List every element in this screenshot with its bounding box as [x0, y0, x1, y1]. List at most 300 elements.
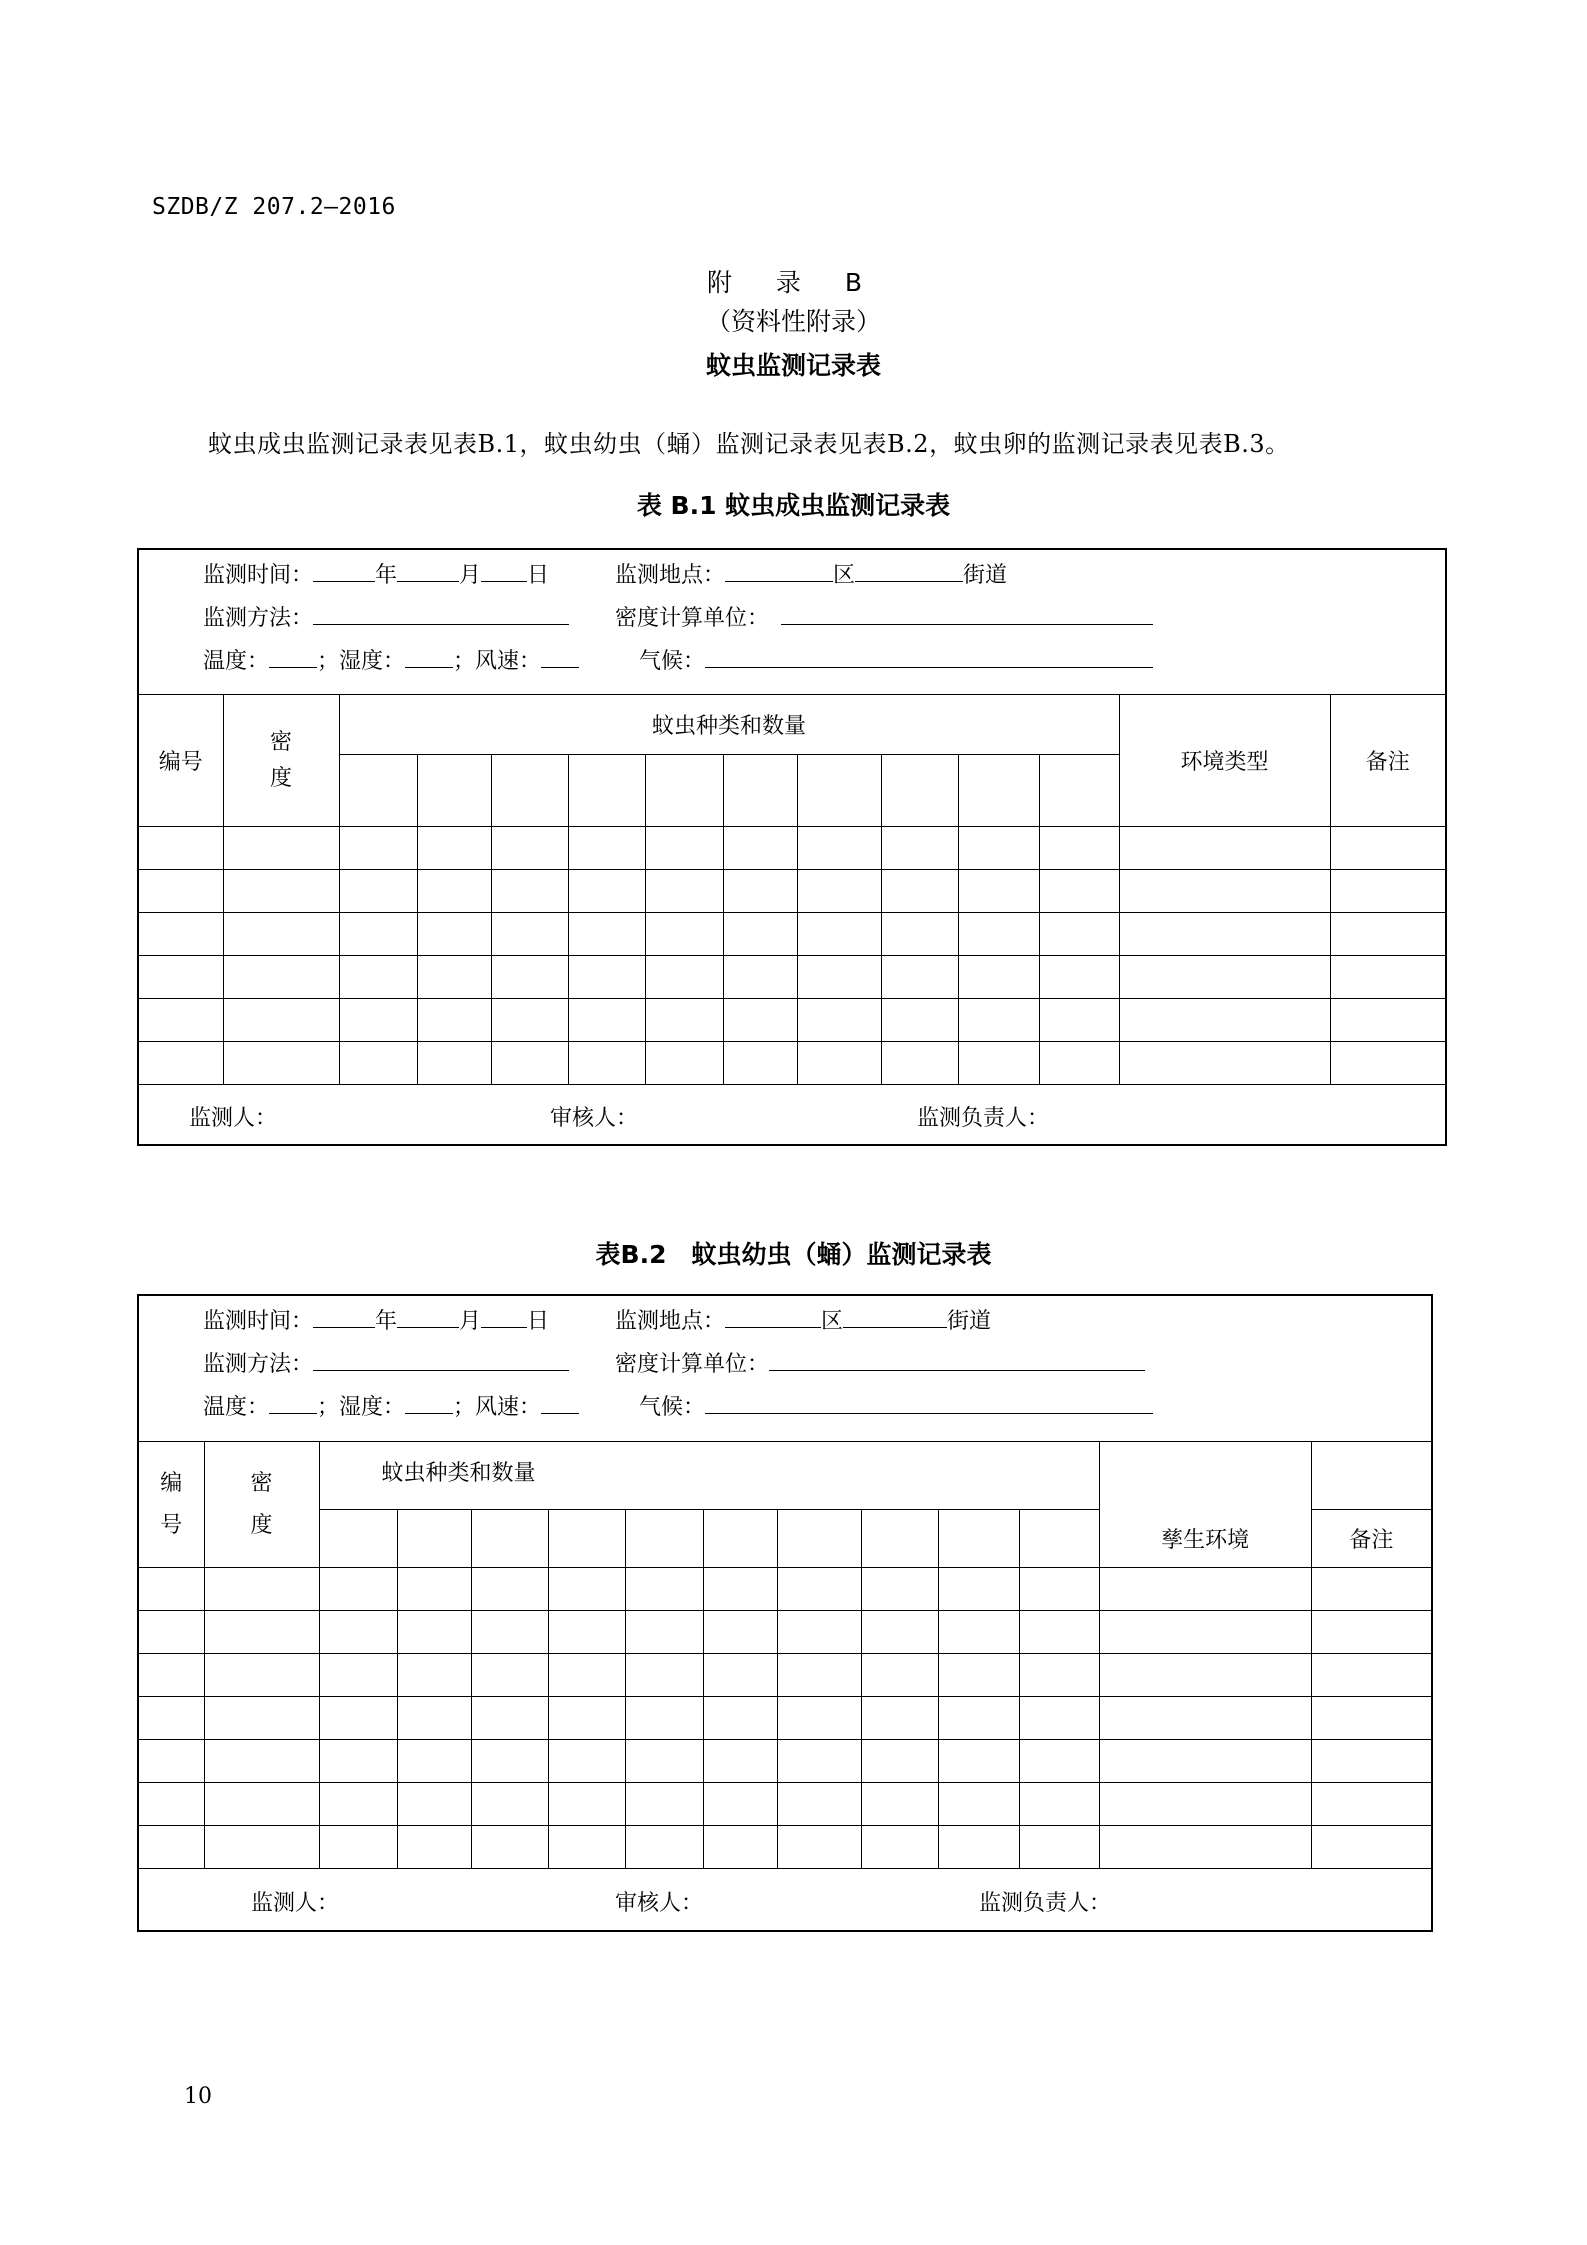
data-cell[interactable] — [397, 1654, 471, 1697]
location-label: 监测地点： — [615, 1309, 726, 1334]
street-field[interactable] — [843, 1307, 947, 1328]
monitor-label: 监测人： — [251, 1891, 340, 1916]
header-remark: 备注 — [1311, 1510, 1431, 1568]
page-number: 10 — [184, 2084, 212, 2109]
document-code: SZDB/Z 207.2—2016 — [152, 194, 396, 220]
species-cell[interactable] — [568, 755, 645, 827]
table-row — [139, 1568, 1431, 1611]
data-cell[interactable] — [204, 1783, 319, 1826]
data-cell[interactable] — [1330, 870, 1445, 913]
table2-weather-row — [203, 1390, 579, 1421]
data-cell[interactable] — [204, 1826, 319, 1869]
data-cell[interactable] — [645, 956, 723, 999]
reviewer-label: 审核人： — [615, 1891, 704, 1916]
data-cell[interactable] — [703, 1783, 777, 1826]
data-cell[interactable] — [1311, 1568, 1431, 1611]
supervisor-label: 监测负责人： — [917, 1106, 1050, 1131]
data-cell[interactable] — [861, 1740, 938, 1783]
data-cell[interactable] — [339, 1042, 417, 1085]
header-no-part2: 号 — [160, 1512, 183, 1538]
species-cell[interactable] — [319, 1510, 397, 1568]
district-label: 区 — [833, 563, 856, 588]
header-density-part2: 度 — [250, 1512, 273, 1538]
data-cell[interactable] — [471, 1826, 548, 1869]
data-cell[interactable] — [958, 870, 1039, 913]
data-cell[interactable] — [777, 1568, 861, 1611]
data-cell[interactable] — [1019, 1611, 1099, 1654]
table2-location — [615, 1304, 991, 1335]
data-cell[interactable] — [703, 1654, 777, 1697]
temp-field[interactable] — [269, 647, 317, 668]
species-cell[interactable] — [471, 1510, 548, 1568]
data-cell[interactable] — [139, 913, 223, 956]
data-cell[interactable] — [703, 1697, 777, 1740]
data-cell[interactable] — [861, 1611, 938, 1654]
supervisor-label: 监测负责人： — [979, 1891, 1112, 1916]
data-cell[interactable] — [1039, 999, 1119, 1042]
header-remark-top — [1311, 1442, 1431, 1510]
data-cell[interactable] — [204, 1568, 319, 1611]
table2-caption: 表B.2 蚊虫幼虫（蛹）监测记录表 — [595, 1240, 992, 1269]
data-cell[interactable] — [861, 1826, 938, 1869]
humidity-field[interactable] — [405, 647, 453, 668]
data-cell[interactable] — [938, 1826, 1019, 1869]
data-cell[interactable] — [223, 870, 339, 913]
data-cell[interactable] — [1330, 1042, 1445, 1085]
climate-label: 气候： — [639, 649, 706, 674]
year-field[interactable] — [313, 561, 375, 582]
data-cell[interactable] — [204, 1740, 319, 1783]
data-cell[interactable] — [777, 1783, 861, 1826]
data-cell[interactable] — [397, 1611, 471, 1654]
data-cell[interactable] — [339, 913, 417, 956]
data-cell[interactable] — [881, 913, 958, 956]
wind-field[interactable] — [541, 647, 579, 668]
species-cell[interactable] — [881, 755, 958, 827]
data-cell[interactable] — [777, 1697, 861, 1740]
data-cell[interactable] — [139, 1568, 204, 1611]
data-cell[interactable] — [1019, 1826, 1099, 1869]
data-cell[interactable] — [1119, 1042, 1330, 1085]
density-unit-field[interactable] — [769, 1350, 1145, 1371]
data-cell[interactable] — [1330, 913, 1445, 956]
species-cell[interactable] — [777, 1510, 861, 1568]
year-label: 年 — [375, 563, 398, 588]
data-cell[interactable] — [397, 1783, 471, 1826]
data-cell[interactable] — [319, 1654, 397, 1697]
data-cell[interactable] — [139, 827, 223, 870]
data-cell[interactable] — [1099, 1654, 1311, 1697]
data-cell[interactable] — [319, 1568, 397, 1611]
data-cell[interactable] — [703, 1611, 777, 1654]
data-cell[interactable] — [625, 1611, 703, 1654]
data-cell[interactable] — [645, 827, 723, 870]
location-label: 监测地点： — [615, 563, 726, 588]
data-cell[interactable] — [339, 870, 417, 913]
data-cell[interactable] — [223, 956, 339, 999]
wind-field[interactable] — [541, 1393, 579, 1414]
data-cell[interactable] — [139, 1697, 204, 1740]
data-cell[interactable] — [548, 1568, 625, 1611]
data-cell[interactable] — [625, 1654, 703, 1697]
table-row — [139, 1783, 1431, 1826]
header-environment: 环境类型 — [1119, 695, 1330, 827]
data-cell[interactable] — [1039, 827, 1119, 870]
data-cell[interactable] — [491, 870, 568, 913]
data-cell[interactable] — [568, 827, 645, 870]
data-cell[interactable] — [1119, 827, 1330, 870]
header-density: 密度 — [223, 695, 339, 827]
month-field[interactable] — [397, 1307, 459, 1328]
species-cell[interactable] — [548, 1510, 625, 1568]
data-cell[interactable] — [777, 1740, 861, 1783]
data-cell[interactable] — [471, 1740, 548, 1783]
data-cell[interactable] — [1119, 870, 1330, 913]
table1-weather-row — [203, 644, 579, 675]
data-cell[interactable] — [471, 1697, 548, 1740]
data-cell[interactable] — [471, 1611, 548, 1654]
method-field[interactable] — [313, 1350, 569, 1371]
monitor-label: 监测人： — [189, 1106, 278, 1131]
street-field[interactable] — [855, 561, 963, 582]
climate-field[interactable] — [705, 1393, 1153, 1414]
appendix-type: （资料性附录） — [705, 307, 881, 336]
data-cell[interactable] — [777, 1826, 861, 1869]
density-unit-label: 密度计算单位： — [615, 1352, 770, 1377]
data-cell[interactable] — [417, 913, 491, 956]
header-no-part1: 编 — [160, 1470, 183, 1496]
data-cell[interactable] — [938, 1568, 1019, 1611]
species-cell[interactable] — [861, 1510, 938, 1568]
data-cell[interactable] — [938, 1740, 1019, 1783]
data-cell[interactable] — [625, 1783, 703, 1826]
data-cell[interactable] — [417, 827, 491, 870]
data-cell[interactable] — [397, 1697, 471, 1740]
day-field[interactable] — [481, 1307, 527, 1328]
data-cell[interactable] — [568, 870, 645, 913]
data-cell[interactable] — [568, 956, 645, 999]
temp-field[interactable] — [269, 1393, 317, 1414]
data-cell[interactable] — [339, 827, 417, 870]
data-cell[interactable] — [625, 1826, 703, 1869]
data-cell[interactable] — [1099, 1783, 1311, 1826]
method-label: 监测方法： — [203, 1352, 314, 1377]
species-cell[interactable] — [645, 755, 723, 827]
data-cell[interactable] — [223, 827, 339, 870]
data-cell[interactable] — [1019, 1654, 1099, 1697]
data-cell[interactable] — [1039, 913, 1119, 956]
district-label: 区 — [821, 1309, 844, 1334]
data-cell[interactable] — [723, 999, 797, 1042]
data-cell[interactable] — [491, 999, 568, 1042]
data-cell[interactable] — [645, 999, 723, 1042]
species-cell[interactable] — [1039, 755, 1119, 827]
data-cell[interactable] — [139, 1740, 204, 1783]
header-environment: 孳生环境 — [1099, 1510, 1311, 1568]
data-cell[interactable] — [491, 1042, 568, 1085]
data-cell[interactable] — [1019, 1783, 1099, 1826]
data-cell[interactable] — [1099, 1826, 1311, 1869]
data-cell[interactable] — [1330, 956, 1445, 999]
data-cell[interactable] — [958, 1042, 1039, 1085]
data-cell[interactable] — [881, 827, 958, 870]
year-field[interactable] — [313, 1307, 375, 1328]
data-cell[interactable] — [548, 1654, 625, 1697]
intro-paragraph: 蚊虫成虫监测记录表见表B.1，蚊虫幼虫（蛹）监测记录表见表B.2，蚊虫卵的监测记录表见表B.3。 — [208, 430, 1290, 458]
temp-label: 温度： — [203, 649, 270, 674]
data-cell[interactable] — [204, 1697, 319, 1740]
table2-density-unit — [615, 1347, 1145, 1378]
data-cell[interactable] — [723, 956, 797, 999]
district-field[interactable] — [725, 1307, 821, 1328]
data-cell[interactable] — [568, 999, 645, 1042]
table-row — [139, 827, 1445, 870]
climate-label: 气候： — [639, 1395, 706, 1420]
data-cell[interactable] — [797, 870, 881, 913]
data-cell[interactable] — [881, 870, 958, 913]
data-cell[interactable] — [139, 1611, 204, 1654]
table-row — [139, 1654, 1431, 1697]
data-cell[interactable] — [568, 913, 645, 956]
data-cell[interactable] — [223, 999, 339, 1042]
species-cell[interactable] — [625, 1510, 703, 1568]
data-cell[interactable] — [645, 913, 723, 956]
data-cell[interactable] — [861, 1783, 938, 1826]
data-cell[interactable] — [139, 870, 223, 913]
data-cell[interactable] — [703, 1826, 777, 1869]
humidity-field[interactable] — [405, 1393, 453, 1414]
table1-climate — [639, 644, 1153, 675]
data-cell[interactable] — [204, 1611, 319, 1654]
data-cell[interactable] — [1119, 913, 1330, 956]
data-cell[interactable] — [417, 1042, 491, 1085]
data-cell[interactable] — [1019, 1697, 1099, 1740]
data-cell[interactable] — [471, 1654, 548, 1697]
day-label: 日 — [527, 1309, 550, 1334]
species-cell[interactable] — [397, 1510, 471, 1568]
data-cell[interactable] — [1119, 999, 1330, 1042]
data-cell[interactable] — [548, 1783, 625, 1826]
data-cell[interactable] — [139, 956, 223, 999]
data-cell[interactable] — [958, 913, 1039, 956]
data-cell[interactable] — [139, 999, 223, 1042]
species-cell[interactable] — [938, 1510, 1019, 1568]
humidity-label: ；湿度： — [317, 649, 406, 674]
table-row — [139, 1042, 1445, 1085]
table-row — [139, 870, 1445, 913]
data-cell[interactable] — [319, 1826, 397, 1869]
table2-meta-row-1 — [203, 1304, 549, 1335]
data-cell[interactable] — [1099, 1697, 1311, 1740]
data-cell[interactable] — [568, 1042, 645, 1085]
street-label: 街道 — [963, 563, 1008, 588]
data-cell[interactable] — [1311, 1783, 1431, 1826]
table1-method — [203, 601, 569, 632]
species-cell[interactable] — [703, 1510, 777, 1568]
data-cell[interactable] — [958, 999, 1039, 1042]
wind-label: ；风速： — [453, 649, 542, 674]
table-row — [139, 1611, 1431, 1654]
table1-footer — [139, 1085, 1445, 1144]
district-field[interactable] — [725, 561, 833, 582]
table1-meta-row-1 — [203, 558, 549, 589]
data-cell[interactable] — [139, 1826, 204, 1869]
data-cell[interactable] — [938, 1783, 1019, 1826]
data-cell[interactable] — [548, 1697, 625, 1740]
day-label: 日 — [527, 563, 550, 588]
data-cell[interactable] — [548, 1740, 625, 1783]
day-field[interactable] — [481, 561, 527, 582]
data-cell[interactable] — [491, 913, 568, 956]
table-row — [139, 913, 1445, 956]
data-cell[interactable] — [1330, 999, 1445, 1042]
table-row — [139, 1697, 1431, 1740]
data-cell[interactable] — [723, 870, 797, 913]
data-cell[interactable] — [625, 1568, 703, 1611]
data-cell[interactable] — [204, 1654, 319, 1697]
data-cell[interactable] — [958, 827, 1039, 870]
data-cell[interactable] — [703, 1740, 777, 1783]
data-cell[interactable] — [397, 1740, 471, 1783]
table2 — [137, 1294, 1433, 1932]
header-species: 蚊虫种类和数量 — [319, 1442, 1099, 1510]
header-no: 编号 — [139, 695, 223, 827]
data-cell[interactable] — [223, 913, 339, 956]
data-cell[interactable] — [417, 870, 491, 913]
data-cell[interactable] — [139, 1042, 223, 1085]
data-cell[interactable] — [797, 1042, 881, 1085]
month-field[interactable] — [397, 561, 459, 582]
data-cell[interactable] — [703, 1568, 777, 1611]
data-cell[interactable] — [1099, 1740, 1311, 1783]
species-cell[interactable] — [417, 755, 491, 827]
table2-meta — [139, 1296, 1431, 1442]
table2-grid — [139, 1441, 1431, 1869]
data-cell[interactable] — [1039, 1042, 1119, 1085]
data-cell[interactable] — [417, 999, 491, 1042]
data-cell[interactable] — [1311, 1740, 1431, 1783]
table2-method — [203, 1347, 569, 1378]
climate-field[interactable] — [705, 647, 1153, 668]
data-cell[interactable] — [471, 1568, 548, 1611]
species-cell[interactable] — [723, 755, 797, 827]
data-cell[interactable] — [319, 1740, 397, 1783]
data-cell[interactable] — [139, 1783, 204, 1826]
data-cell[interactable] — [1019, 1568, 1099, 1611]
street-label: 街道 — [947, 1309, 992, 1334]
density-unit-label: 密度计算单位： — [615, 606, 770, 631]
data-cell[interactable] — [861, 1654, 938, 1697]
species-cell[interactable] — [491, 755, 568, 827]
species-cell[interactable] — [797, 755, 881, 827]
header-remark: 备注 — [1330, 695, 1445, 827]
data-cell[interactable] — [1039, 870, 1119, 913]
species-cell[interactable] — [339, 755, 417, 827]
header-density-part1: 密 — [250, 1470, 273, 1496]
data-cell[interactable] — [491, 956, 568, 999]
data-cell[interactable] — [1019, 1740, 1099, 1783]
data-cell[interactable] — [471, 1783, 548, 1826]
data-cell[interactable] — [797, 956, 881, 999]
data-cell[interactable] — [397, 1826, 471, 1869]
wind-label: ；风速： — [453, 1395, 542, 1420]
time-label: 监测时间： — [203, 1309, 314, 1334]
data-cell[interactable] — [723, 1042, 797, 1085]
method-label: 监测方法： — [203, 606, 314, 631]
species-cell[interactable] — [1019, 1510, 1099, 1568]
data-cell[interactable] — [1330, 827, 1445, 870]
data-cell[interactable] — [861, 1568, 938, 1611]
temp-label: 温度： — [203, 1395, 270, 1420]
data-cell[interactable] — [723, 827, 797, 870]
data-cell[interactable] — [645, 1042, 723, 1085]
data-cell[interactable] — [417, 956, 491, 999]
table-row — [139, 956, 1445, 999]
method-field[interactable] — [313, 604, 569, 625]
data-cell[interactable] — [139, 1654, 204, 1697]
data-cell[interactable] — [797, 999, 881, 1042]
table1-meta — [139, 550, 1445, 695]
data-cell[interactable] — [1311, 1697, 1431, 1740]
table-row — [139, 1826, 1431, 1869]
table-row — [139, 999, 1445, 1042]
species-cell[interactable] — [958, 755, 1039, 827]
data-cell[interactable] — [223, 1042, 339, 1085]
data-cell[interactable] — [938, 1654, 1019, 1697]
data-cell[interactable] — [777, 1611, 861, 1654]
data-cell[interactable] — [1311, 1826, 1431, 1869]
data-cell[interactable] — [1039, 956, 1119, 999]
data-cell[interactable] — [625, 1697, 703, 1740]
data-cell[interactable] — [938, 1697, 1019, 1740]
data-cell[interactable] — [881, 956, 958, 999]
data-cell[interactable] — [881, 1042, 958, 1085]
data-cell[interactable] — [548, 1826, 625, 1869]
data-cell[interactable] — [319, 1697, 397, 1740]
header-no — [139, 1442, 204, 1568]
header-species: 蚊虫种类和数量 — [339, 695, 1119, 755]
month-label: 月 — [459, 1309, 482, 1334]
data-cell[interactable] — [625, 1740, 703, 1783]
data-cell[interactable] — [319, 1611, 397, 1654]
data-cell[interactable] — [397, 1568, 471, 1611]
data-cell[interactable] — [339, 999, 417, 1042]
data-cell[interactable] — [861, 1697, 938, 1740]
data-cell[interactable] — [319, 1783, 397, 1826]
table2-climate — [639, 1390, 1153, 1421]
data-cell[interactable] — [1311, 1654, 1431, 1697]
data-cell[interactable] — [1311, 1611, 1431, 1654]
data-cell[interactable] — [797, 827, 881, 870]
header-env-top — [1099, 1442, 1311, 1510]
data-cell[interactable] — [339, 956, 417, 999]
data-cell[interactable] — [958, 956, 1039, 999]
data-cell[interactable] — [548, 1611, 625, 1654]
data-cell[interactable] — [797, 913, 881, 956]
data-cell[interactable] — [645, 870, 723, 913]
data-cell[interactable] — [1099, 1568, 1311, 1611]
data-cell[interactable] — [881, 999, 958, 1042]
data-cell[interactable] — [1119, 956, 1330, 999]
data-cell[interactable] — [938, 1611, 1019, 1654]
density-unit-field[interactable] — [781, 604, 1153, 625]
table1 — [137, 548, 1447, 1146]
humidity-label: ；湿度： — [317, 1395, 406, 1420]
data-cell[interactable] — [723, 913, 797, 956]
data-cell[interactable] — [1099, 1611, 1311, 1654]
data-cell[interactable] — [491, 827, 568, 870]
data-cell[interactable] — [777, 1654, 861, 1697]
